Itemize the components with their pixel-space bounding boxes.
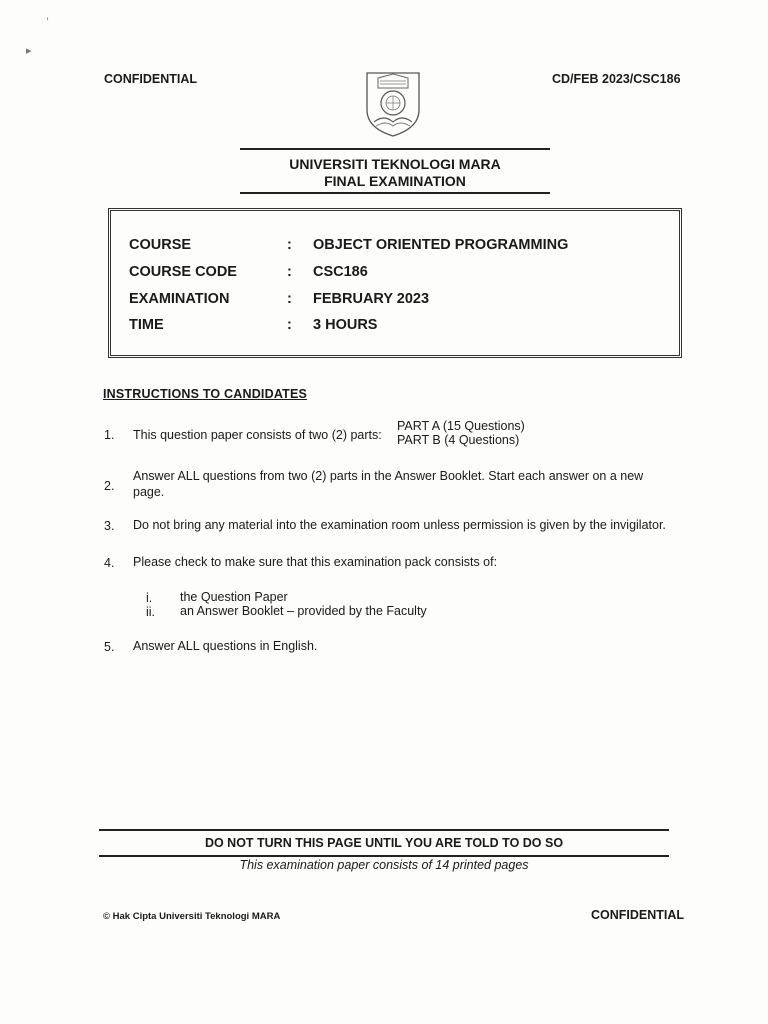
instruction-text: Do not bring any material into the examination room unless permission is given by the invigilator. [133, 518, 666, 532]
info-label: COURSE [129, 237, 192, 253]
divider [240, 148, 550, 150]
course-info-box [108, 208, 682, 358]
scan-mark: ▸ [26, 45, 32, 57]
sub-item-number: ii. [146, 605, 156, 619]
part-a-label: PART A (15 Questions) [397, 419, 525, 433]
part-b-label: PART B (4 Questions) [397, 433, 520, 447]
instruction-number: 4. [104, 556, 115, 570]
sub-item-text: an Answer Booklet – provided by the Faculty [180, 604, 427, 618]
instruction-text: Answer ALL questions from two (2) parts in the Answer Booklet. Start each answer on a new [133, 469, 644, 483]
instruction-number: 1. [104, 428, 115, 442]
instruction-text: Answer ALL questions in English. [133, 639, 318, 653]
info-value: OBJECT ORIENTED PROGRAMMING [313, 237, 569, 253]
info-separator: : [287, 317, 292, 333]
header-paper-code: CD/FEB 2023/CSC186 [552, 72, 681, 86]
info-value: 3 HOURS [313, 317, 378, 333]
instructions-heading: INSTRUCTIONS TO CANDIDATES [103, 387, 308, 401]
uitm-crest-icon [364, 70, 422, 138]
sub-item-text: the Question Paper [180, 590, 288, 604]
divider [99, 855, 669, 857]
divider [240, 192, 550, 194]
copyright-notice: © Hak Cipta Universiti Teknologi MARA [103, 911, 281, 922]
do-not-turn-notice: DO NOT TURN THIS PAGE UNTIL YOU ARE TOLD TO DO SO [204, 836, 564, 850]
info-label: TIME [129, 317, 164, 333]
instruction-text: This question paper consists of two (2) parts: [133, 428, 382, 442]
info-separator: : [287, 291, 292, 307]
header-confidential: CONFIDENTIAL [104, 72, 198, 86]
info-value: CSC186 [313, 264, 368, 280]
instruction-number: 3. [104, 519, 115, 533]
info-separator: : [287, 237, 292, 253]
university-name: UNIVERSITI TEKNOLOGI MARA [289, 156, 501, 172]
exam-title: FINAL EXAMINATION [324, 173, 466, 189]
scan-mark: , [46, 10, 50, 22]
page-count-note: This examination paper consists of 14 printed pages [239, 858, 529, 872]
divider [99, 829, 669, 831]
instruction-text-cont: page. [133, 485, 165, 499]
info-label: EXAMINATION [129, 291, 230, 307]
instruction-number: 5. [104, 640, 115, 654]
instruction-text: Please check to make sure that this examination pack consists of: [133, 555, 498, 569]
sub-item-number: i. [146, 591, 153, 605]
title-block [240, 148, 550, 194]
info-separator: : [287, 264, 292, 280]
info-label: COURSE CODE [129, 264, 237, 280]
instruction-number: 2. [104, 479, 115, 493]
footer-confidential: CONFIDENTIAL [591, 908, 685, 922]
info-value: FEBRUARY 2023 [313, 291, 430, 307]
